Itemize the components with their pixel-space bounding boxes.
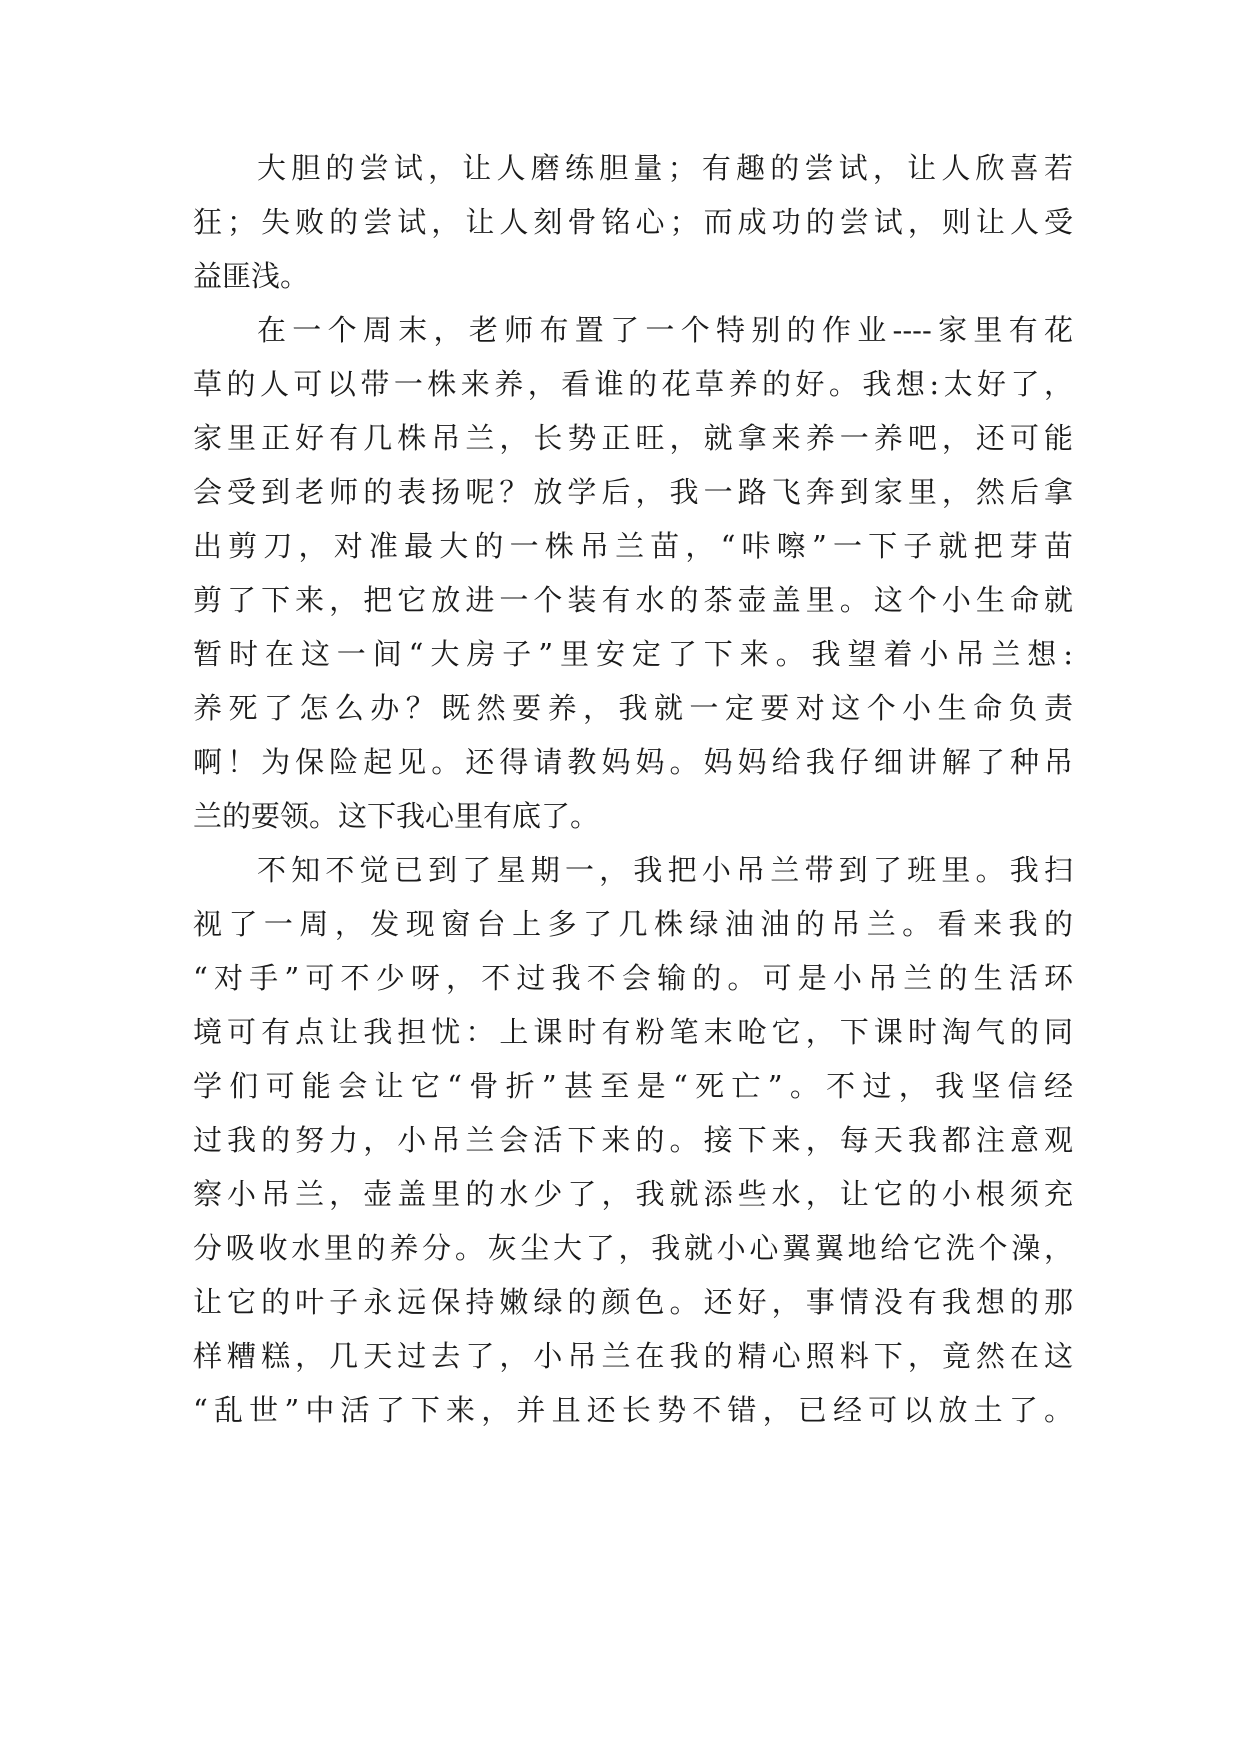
paragraph-3-line-8: 分吸收水里的养分。灰尘大了，我就小心翼翼地给它洗个澡， xyxy=(193,1231,1073,1265)
paragraph-2-line-8: 养死了怎么办？既然要养，我就一定要对这个小生命负责 xyxy=(193,691,1073,725)
paragraph-3-line-5: 学们可能会让它“骨折”甚至是“死亡”。不过，我坚信经 xyxy=(193,1069,1073,1103)
paragraph-2-line-1: 在一个周末，老师布置了一个特别的作业----家里有花 xyxy=(257,313,1073,347)
paragraph-3-line-4: 境可有点让我担忧：上课时有粉笔末呛它，下课时淘气的同 xyxy=(193,1015,1073,1049)
paragraph-2-line-10: 兰的要领。这下我心里有底了。 xyxy=(193,799,600,833)
paragraph-3-line-3: “对手”可不少呀，不过我不会输的。可是小吊兰的生活环 xyxy=(193,961,1073,995)
paragraph-2-line-9: 啊！为保险起见。还得请教妈妈。妈妈给我仔细讲解了种吊 xyxy=(193,745,1073,779)
paragraph-2-line-7: 暂时在这一间“大房子”里安定了下来。我望着小吊兰想: xyxy=(193,637,1073,671)
paragraph-3-line-7: 察小吊兰，壶盖里的水少了，我就添些水，让它的小根须充 xyxy=(193,1177,1073,1211)
paragraph-1-line-3: 益匪浅。 xyxy=(193,259,310,293)
paragraph-3-line-9: 让它的叶子永远保持嫩绿的颜色。还好，事情没有我想的那 xyxy=(193,1285,1073,1319)
paragraph-3-line-2: 视了一周，发现窗台上多了几株绿油油的吊兰。看来我的 xyxy=(193,907,1073,941)
paragraph-2-line-4: 会受到老师的表扬呢？放学后，我一路飞奔到家里，然后拿 xyxy=(193,475,1073,509)
paragraph-3-line-11: “乱世”中活了下来，并且还长势不错，已经可以放土了。 xyxy=(193,1393,1073,1427)
paragraph-2-line-3: 家里正好有几株吊兰，长势正旺，就拿来养一养吧，还可能 xyxy=(193,421,1073,455)
paragraph-2-line-5: 出剪刀，对准最大的一株吊兰苗，“咔嚓”一下子就把芽苗 xyxy=(193,529,1073,563)
paragraph-2-line-6: 剪了下来，把它放进一个装有水的茶壶盖里。这个小生命就 xyxy=(193,583,1073,617)
paragraph-3-line-1: 不知不觉已到了星期一，我把小吊兰带到了班里。我扫 xyxy=(257,853,1073,887)
paragraph-1-line-2: 狂；失败的尝试，让人刻骨铭心；而成功的尝试，则让人受 xyxy=(193,205,1073,239)
paragraph-3-line-10: 样糟糕，几天过去了，小吊兰在我的精心照料下，竟然在这 xyxy=(193,1339,1073,1373)
paragraph-2-line-2: 草的人可以带一株来养，看谁的花草养的好。我想:太好了， xyxy=(193,367,1073,401)
paragraph-3-line-6: 过我的努力，小吊兰会活下来的。接下来，每天我都注意观 xyxy=(193,1123,1073,1157)
paragraph-1-line-1: 大胆的尝试，让人磨练胆量；有趣的尝试，让人欣喜若 xyxy=(257,151,1073,185)
